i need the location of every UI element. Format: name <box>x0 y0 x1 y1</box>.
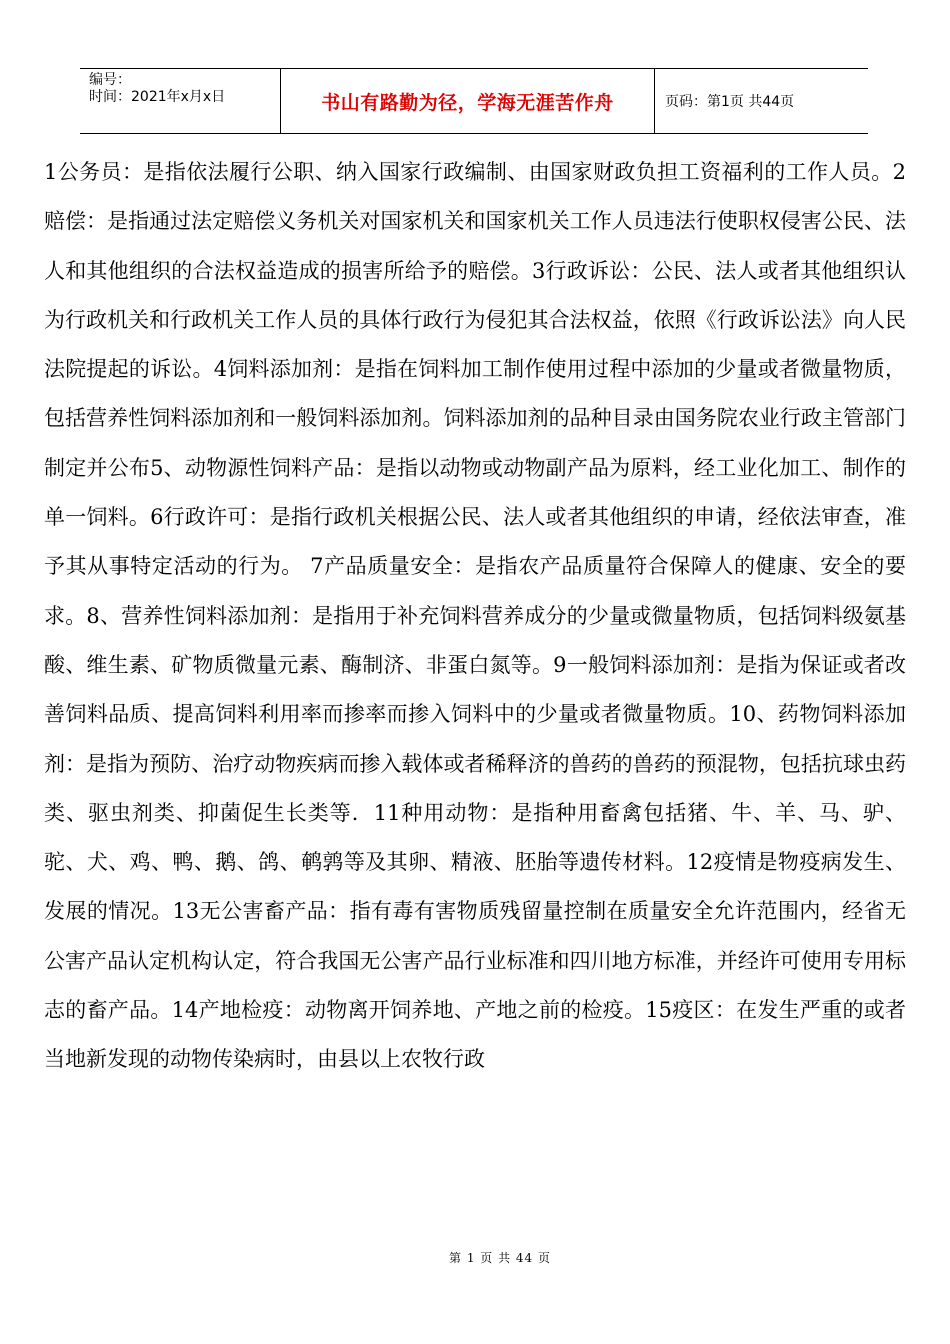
footer-page-number: 第 1 页 共 44 页 <box>449 1251 551 1265</box>
body-paragraph: 1公务员：是指依法履行公职、纳入国家行政编制、由国家财政负担工资福利的工作人员。2赔偿：是指通过法定赔偿义务机关对国家机关和国家机关工作人员违法行使职权侵害公民、法人和其他组织的合法权益造成的损害所给予的赔偿。3行政诉讼：公民、法人或者其他组织认为行政机关和行政机关工作人员的具体行政行为侵犯其合法权益，依照《行政诉讼法》向人民法院提起的诉讼。4饲料添加剂：是指在饲料加工制作使用过程中添加的少量或者微量物质，包括营养性饲料添加剂和一般饲料添加剂。饲料添加剂的品种目录由国务院农业行政主管部门制定并公布5、动物源性饲料产品：是指以动物或动物副产品为原料，经工业化加工、制作的单一饲料。6行政许可：是指行政机关根据公民、法人或者其他组织的申请，经依法审查，准予其从事特定活动的行为。 7产品质量安全：是指农产品质量符合保障人的健康、安全的要求。8、营养性饲料添加剂：是指用于补充饲料营养成分的少量或微量物质，包括饲料级氨基酸、维生素、矿物质微量元素、酶制济、非蛋白氮等。9一般饲料添加剂：是指为保证或者改善饲料品质、提高饲料利用率而掺率而掺入饲料中的少量或者微量物质。10、药物饲料添加剂：是指为预防、治疗动物疾病而掺入载体或者稀释济的兽药的兽药的预混物，包括抗球虫药类、驱虫剂类、抑菌促生长类等．11种用动物：是指种用畜禽包括猪、牛、羊、马、驴、驼、犬、鸡、鸭、鹅、鸽、鹌鹑等及其卵、精液、胚胎等遗传材料。12疫情是物疫病发生、发展的情况。13无公害畜产品：指有毒有害物质残留量控制在质量安全允许范围内，经省无公害产品认定机构认定，符合我国无公害产品行业标准和四川地方标准，并经许可使用专用标志的畜产品。14产地检疫：动物离开饲养地、产地之前的检疫。15疫区：在发生严重的或者当地新发现的动物传染病时，由县以上农牧行政 <box>44 160 906 1072</box>
header-meta <box>80 69 280 133</box>
document-header <box>80 68 868 134</box>
page-info: 页码：第1页 共44页 <box>665 94 795 110</box>
date-label: 时间：2021年x月x日 <box>89 89 226 105</box>
motto-text: 书山有路勤为径，学海无涯苦作舟 <box>321 91 614 114</box>
serial-number-label: 编号： <box>89 72 131 88</box>
page-footer <box>0 1249 950 1266</box>
document-body <box>44 148 906 1085</box>
header-motto-cell <box>280 69 655 133</box>
header-page-cell <box>655 69 868 133</box>
